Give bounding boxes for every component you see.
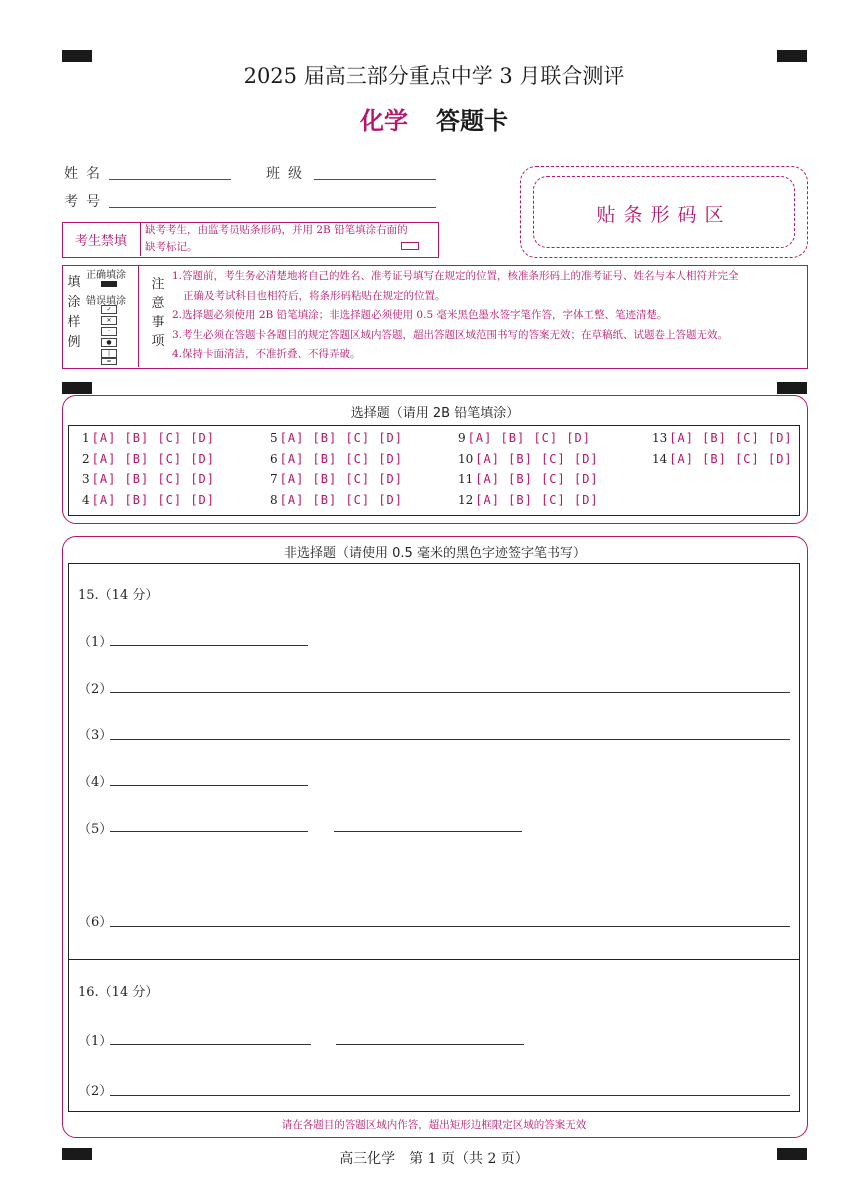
choice-question-14: [652, 452, 793, 466]
q16-part-2-label: （2）: [78, 1084, 113, 1099]
correct-fill-label: 正确填涂: [86, 270, 126, 281]
choice-number: 1: [82, 431, 90, 445]
name-field[interactable]: [109, 179, 231, 180]
notice-item: 3.考生必须在答题卡各题目的规定答题区域内答题，超出答题区域范围书写的答案无效；在草稿纸、试题卷上答题无效。: [172, 329, 729, 341]
choice-question-9: [458, 431, 591, 445]
choice-number: 5: [270, 431, 278, 445]
q16-part-2-answer-line[interactable]: [110, 1095, 790, 1096]
registration-mark: [777, 382, 807, 394]
name-label: 姓名: [64, 166, 108, 182]
choice-options[interactable]: [A] [B] [C] [D]: [91, 493, 216, 507]
choice-question-11: [458, 472, 599, 486]
choice-number: 2: [82, 452, 90, 466]
q16-part-1-answer-line-a[interactable]: [110, 1044, 311, 1045]
nonchoice-section-title: 非选择题（请使用 0.5 毫米的黑色字迹签字笔书写）: [284, 546, 586, 561]
absent-label: 考生禁填: [74, 234, 127, 249]
card-subtitle: [0, 101, 868, 136]
notice-label: 注意事项: [151, 277, 165, 349]
choice-options[interactable]: [A] [B] [C] [D]: [475, 472, 599, 486]
choice-options[interactable]: [A] [B] [C] [D]: [279, 452, 404, 466]
choice-options[interactable]: [A] [B] [C] [D]: [91, 472, 216, 486]
wrong-fill-label: 错误填涂: [86, 296, 126, 307]
wrong-fill-cross-icon: ✕: [101, 316, 117, 325]
q15-part-4-answer-line[interactable]: [110, 785, 308, 786]
choice-options[interactable]: [A] [B] [C] [D]: [91, 431, 216, 445]
absent-mark-box[interactable]: [401, 242, 419, 250]
q15-part-3-answer-line[interactable]: [110, 739, 790, 740]
wrong-fill-check-icon: ✓: [101, 305, 117, 314]
exam-title: 2025 届高三部分重点中学 3 月联合测评: [243, 64, 625, 88]
choice-number: 14: [652, 452, 668, 466]
card-label: 答题卡: [436, 106, 508, 135]
choice-question-1: [82, 431, 215, 445]
page-footer: 高三化学 第 1 页（共 2 页）: [339, 1151, 529, 1167]
choice-number: 10: [458, 452, 474, 466]
notice-item: 4.保持卡面清洁，不准折叠、不得弄破。: [172, 348, 361, 360]
wrong-fill-dot-icon: ·: [101, 327, 117, 336]
wrong-fill-filled-dot-icon: ●: [101, 338, 117, 347]
choice-number: 11: [458, 472, 474, 486]
wrong-fill-bar-icon: |: [101, 349, 117, 358]
exam-no-label: 考号: [64, 194, 108, 210]
registration-mark: [62, 382, 92, 394]
choice-options[interactable]: [A] [B] [C] [D]: [279, 472, 404, 486]
q15-part-3-label: （3）: [78, 728, 113, 743]
choice-options[interactable]: [A] [B] [C] [D]: [669, 431, 793, 445]
choice-number: 9: [458, 431, 466, 445]
class-label: 班级: [266, 166, 310, 182]
notice-item: 2.选择题必须使用 2B 铅笔填涂；非选择题必须使用 0.5 毫米黑色墨水签字笔作答，字体工整、笔迹清楚。: [172, 309, 668, 321]
q15-part-5-answer-line-b[interactable]: [334, 831, 522, 832]
q15-part-6-label: （6）: [78, 915, 113, 930]
choice-question-6: [270, 452, 403, 466]
q15-part-1-answer-line[interactable]: [110, 645, 308, 646]
choice-question-2: [82, 452, 215, 466]
question-15-title: 15.（14 分）: [78, 588, 159, 603]
choice-number: 7: [270, 472, 278, 486]
choice-question-10: [458, 452, 599, 466]
q16-part-1-answer-line-b[interactable]: [336, 1044, 524, 1045]
choice-question-7: [270, 472, 403, 486]
choice-question-5: [270, 431, 403, 445]
choice-options[interactable]: [A] [B] [C] [D]: [91, 452, 216, 466]
barcode-label: 贴条形码区: [596, 204, 732, 226]
choice-options[interactable]: [A] [B] [C] [D]: [279, 493, 404, 507]
notice-item: 正确及考试科目也相符后，将条形码粘贴在规定的位置。: [183, 290, 446, 302]
absent-instructions: 缺考考生，由监考员贴条形码，并用 2B 铅笔填涂右面的缺考标记。: [145, 224, 408, 253]
choice-options[interactable]: [A] [B] [C] [D]: [467, 431, 592, 445]
choice-question-12: [458, 493, 599, 507]
q15-part-2-answer-line[interactable]: [110, 692, 790, 693]
choice-options[interactable]: [A] [B] [C] [D]: [279, 431, 404, 445]
choice-number: 4: [82, 493, 90, 507]
choice-question-8: [270, 493, 403, 507]
q15-part-1-label: （1）: [78, 635, 113, 650]
question-16-title: 16.（14 分）: [78, 985, 159, 1000]
choice-section-title: 选择题（请用 2B 铅笔填涂）: [350, 406, 520, 421]
choice-number: 13: [652, 431, 668, 445]
exam-no-field[interactable]: [109, 207, 436, 208]
choice-question-4: [82, 493, 215, 507]
choice-number: 8: [270, 493, 278, 507]
q15-part-5-answer-line-a[interactable]: [110, 831, 308, 832]
choice-options[interactable]: [A] [B] [C] [D]: [669, 452, 793, 466]
wrong-fill-line-icon: =: [101, 358, 117, 365]
subject-name: 化学: [360, 106, 408, 135]
correct-fill-sample: [101, 281, 117, 287]
choice-question-3: [82, 472, 215, 486]
choice-options[interactable]: [A] [B] [C] [D]: [475, 493, 599, 507]
class-field[interactable]: [314, 179, 436, 180]
fill-sample-label: 填涂样例: [67, 275, 81, 350]
choice-question-13: [652, 431, 793, 445]
q15-part-2-label: （2）: [78, 682, 113, 697]
question-divider: [68, 959, 799, 960]
out-of-bounds-warning: 请在各题目的答题区域内作答，超出矩形边框限定区域的答案无效: [281, 1119, 587, 1131]
choice-options[interactable]: [A] [B] [C] [D]: [475, 452, 599, 466]
choice-number: 3: [82, 472, 90, 486]
choice-number: 6: [270, 452, 278, 466]
notice-item: 1.答题前，考生务必清楚地将自己的姓名、准考证号填写在规定的位置，核准条形码上的准考证号、姓名与本人相符并完全: [172, 270, 739, 282]
q15-part-4-label: （4）: [78, 775, 113, 790]
q16-part-1-label: （1）: [78, 1034, 113, 1049]
q15-part-6-answer-line[interactable]: [110, 926, 790, 927]
choice-number: 12: [458, 493, 474, 507]
q15-part-5-label: （5）: [78, 822, 113, 837]
